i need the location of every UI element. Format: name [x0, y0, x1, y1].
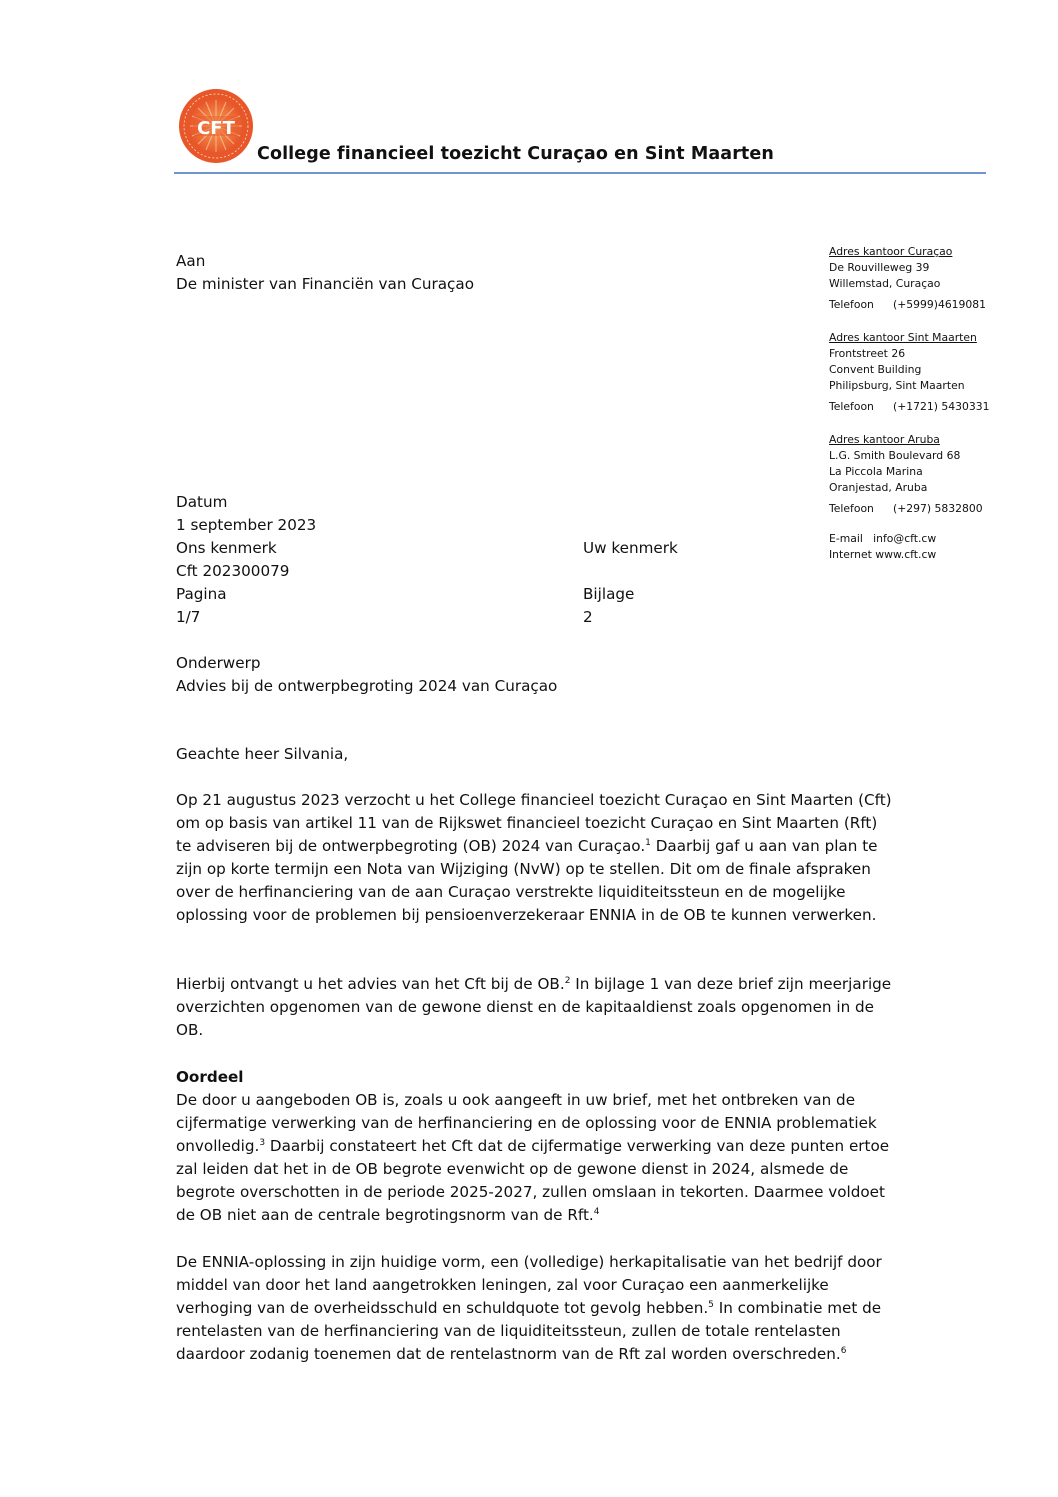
org-title: College financieel toezicht Curaçao en Sint Maarten: [257, 144, 774, 164]
office-line: Frontstreet 26: [829, 347, 906, 361]
internet-line: Internet www.cft.cw: [829, 548, 937, 562]
office-curacao: [829, 244, 1029, 313]
office-line: Oranjestad, Aruba: [829, 481, 928, 495]
onderwerp-label: Onderwerp: [176, 654, 261, 672]
office-line: L.G. Smith Boulevard 68: [829, 449, 961, 463]
office-heading: Adres kantoor Curaçao: [829, 245, 953, 258]
pagina-value: 1/7: [176, 608, 201, 626]
email-line: E-mail info@cft.cw: [829, 531, 937, 545]
office-line: La Piccola Marina: [829, 465, 923, 479]
ons-kenmerk-value: Cft 202300079: [176, 562, 290, 580]
bijlage-label: Bijlage: [583, 585, 635, 603]
recipient-block: [176, 250, 474, 296]
recipient-name: De minister van Financiën van Curaçao: [176, 275, 475, 293]
uw-kenmerk-label: Uw kenmerk: [583, 539, 678, 557]
cft-logo: [178, 88, 254, 164]
bijlage-value: 2: [583, 608, 593, 626]
paragraph-4: De ENNIA-oplossing in zijn huidige vorm, een (volledige) herkapitalisatie van het bedrijf door middel van door het land aangetrokken leningen, zal voor Curaçao een aanmerkelijke verhoging van de overheidsschuld en schuldquote tot gevolg hebben.$^5$ In combinatie met de rentelasten van de herfinanciering van de liquiditeitssteun, zullen de totale rentelasten daardoor zodanig toenemen dat de rentelastnorm van de Rft zal worden overschreden.$^6$: [176, 1253, 882, 1363]
datum-value: 1 september 2023: [176, 516, 317, 534]
ons-kenmerk-label: Ons kenmerk: [176, 539, 277, 557]
salutation: Geachte heer Silvania,: [176, 745, 349, 763]
office-line: Willemstad, Curaçao: [829, 277, 941, 291]
recipient-label: Aan: [176, 252, 206, 270]
footnote-ref[interactable]: 3: [259, 1138, 266, 1148]
office-line: Philipsburg, Sint Maarten: [829, 379, 965, 393]
onderwerp-value: Advies bij de ontwerpbegroting 2024 van Curaçao: [176, 677, 558, 695]
paragraph-3: De door u aangeboden OB is, zoals u ook aangeeft in uw brief, met het ontbreken van de cijfermatige verwerking van de herfinanciering en de oplossing voor de ENNIA problematiek onvolledig.$^3$ Daarbij constateert het Cft dat de cijfermatige verwerking van deze punten ertoe zal leiden dat het in de OB begrote evenwicht op de gewone dienst in 2024, alsmede de begrote overschotten in de periode 2025-2027, zullen omslaan in tekorten. Daarmee voldoet de OB niet aan de centrale begrotingsnorm van de Rft.$^4$: [176, 1091, 890, 1224]
office-sint-maarten: [829, 330, 1029, 415]
footnote-ref[interactable]: 5: [708, 1300, 714, 1310]
office-line: De Rouvilleweg 39: [829, 261, 930, 275]
office-phone: Telefoon (+1721) 5430331: [829, 399, 990, 413]
office-heading: Adres kantoor Sint Maarten: [829, 330, 977, 344]
office-phone: Telefoon (+5999)4619081: [829, 297, 987, 311]
footnote-ref[interactable]: 1: [645, 838, 651, 848]
pagina-label: Pagina: [176, 585, 227, 603]
paragraph-1: Op 21 augustus 2023 verzocht u het College financieel toezicht Curaçao en Sint Maarten (Cft) om op basis van artikel 11 van de Rijkswet financieel toezicht Curaçao en Sint Maarten (Rft) te adviseren bij de ontwerpbegroting (OB) 2024 van Curaçao.$^1$ Daarbij gaf u aan van plan te zijn op korte termijn een Nota van Wijziging (NvW) op te stellen. Dit om de finale afspraken over de herfinanciering van de aan Curaçao verstrekte liquiditeitssteun en de mogelijke oplossing voor de problemen bij pensioenverzekeraar ENNIA in de OB te kunnen verwerken.: [176, 791, 892, 924]
footnote-ref[interactable]: 4: [593, 1207, 600, 1217]
office-aruba: [829, 432, 1029, 517]
office-address-sidebar: [829, 244, 1029, 563]
header-divider: [174, 172, 986, 174]
footnote-ref[interactable]: 6: [840, 1346, 847, 1356]
footnote-ref[interactable]: 2: [564, 976, 571, 986]
meta-left: [176, 491, 557, 698]
office-phone: Telefoon (+297) 5832800: [829, 501, 983, 515]
section-heading-oordeel: Oordeel: [176, 1068, 244, 1086]
office-line: Convent Building: [829, 363, 922, 377]
paragraph-2: Hierbij ontvangt u het advies van het Cft bij de OB.$^2$ In bijlage 1 van deze brief zijn meerjarige overzichten opgenomen van de gewone dienst en de kapitaaldienst zoals opgenomen in de OB.: [176, 975, 892, 1039]
office-heading: Adres kantoor Aruba: [829, 432, 940, 446]
datum-label: Datum: [176, 493, 228, 511]
meta-right: [583, 537, 678, 629]
cft-logo-icon: [178, 88, 254, 164]
svg-text:CFT: CFT: [197, 118, 235, 139]
